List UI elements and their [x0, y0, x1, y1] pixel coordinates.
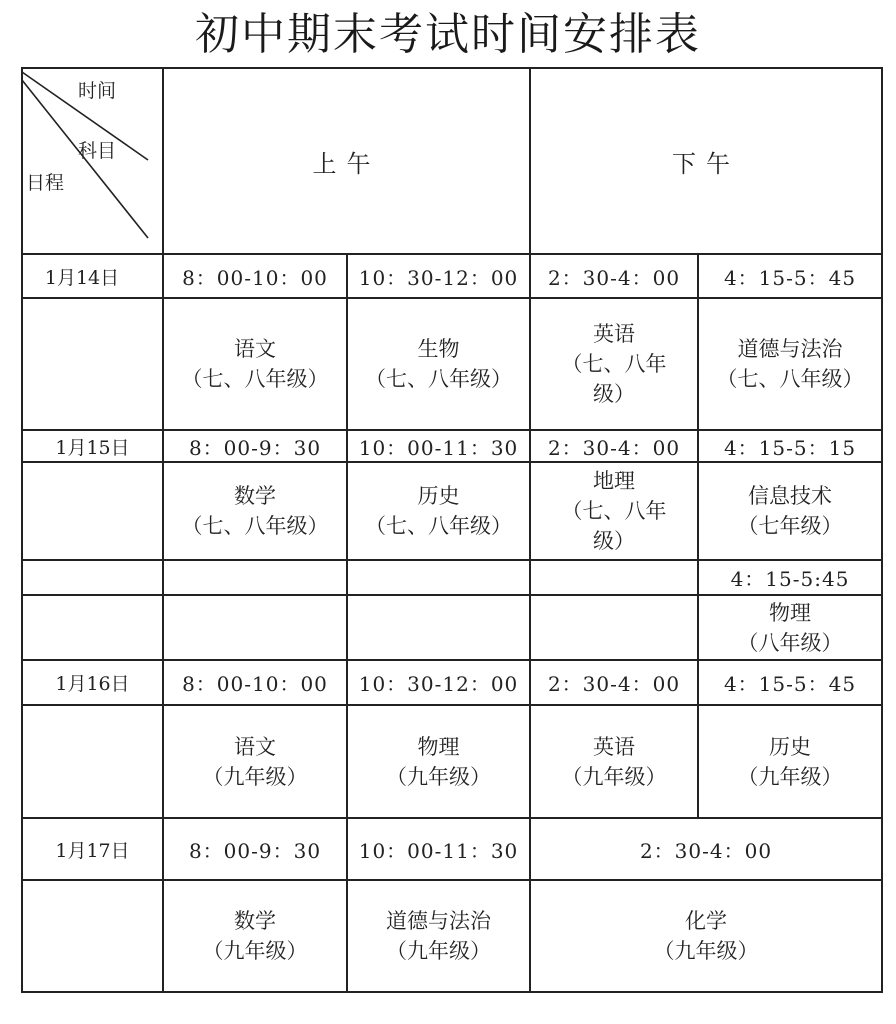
subject-cell: 语文 （七、八年级）: [181, 337, 329, 391]
time-cell: 10：30-12：00: [358, 265, 519, 290]
date-cell: 1月17日: [55, 839, 130, 862]
subject-cell: 英语 （七、八年 级）: [561, 322, 667, 406]
subject-cell: 历史 （九年级）: [737, 734, 843, 789]
time-cell: 10：00-11：30: [358, 838, 519, 863]
time-cell: 8：00-10：00: [182, 672, 328, 696]
subject-cell: 信息技术 （七年级）: [737, 484, 843, 538]
time-cell-extra: 4：15-5:45: [730, 567, 850, 591]
subject-cell: 语文 （九年级）: [202, 734, 308, 789]
time-cell: 8：00-9：30: [188, 838, 322, 863]
subject-cell: 物理 （九年级）: [386, 734, 491, 789]
subject-cell-extra: 物理 （八年级）: [737, 600, 843, 655]
corner-label-time: 时间: [78, 80, 117, 102]
subject-cell: 历史 （七、八年级）: [365, 484, 512, 538]
time-cell: 4：15-5：15: [723, 435, 857, 460]
time-cell: 2：30-4：00: [547, 265, 681, 290]
subject-cell: 化学 （九年级）: [653, 909, 759, 963]
time-cell: 10：30-12：00: [358, 672, 519, 696]
time-cell: 4：15-5：45: [723, 265, 857, 290]
time-cell: 4：15-5：45: [723, 672, 857, 696]
subject-cell: 生物 （七、八年级）: [365, 337, 512, 391]
time-cell: 2：30-4：00: [639, 838, 773, 863]
subject-cell: 道德与法治 （七、八年级）: [716, 337, 864, 391]
subject-cell: 数学 （九年级）: [202, 909, 308, 963]
date-cell: 1月14日: [44, 266, 120, 289]
corner-label-subject: 科目: [78, 140, 117, 162]
subject-cell: 英语 （九年级）: [561, 734, 667, 789]
date-cell: 1月16日: [55, 673, 130, 695]
subject-cell: 数学 （七、八年级）: [181, 484, 329, 538]
subject-cell: 地理 （七、八年 级）: [561, 469, 667, 553]
time-cell: 8：00-9：30: [188, 435, 322, 460]
date-cell: 1月15日: [55, 436, 130, 459]
page-title: 初中期末考试时间安排表: [195, 9, 701, 60]
time-cell: 10：00-11：30: [358, 435, 519, 460]
time-cell: 2：30-4：00: [547, 672, 681, 696]
time-cell: 2：30-4：00: [547, 435, 681, 460]
header-afternoon: 下午: [672, 149, 740, 178]
corner-label-schedule: 日程: [26, 172, 65, 194]
header-morning: 上午: [312, 149, 381, 178]
time-cell: 8：00-10：00: [182, 265, 328, 290]
subject-cell: 道德与法治 （九年级）: [386, 909, 491, 963]
